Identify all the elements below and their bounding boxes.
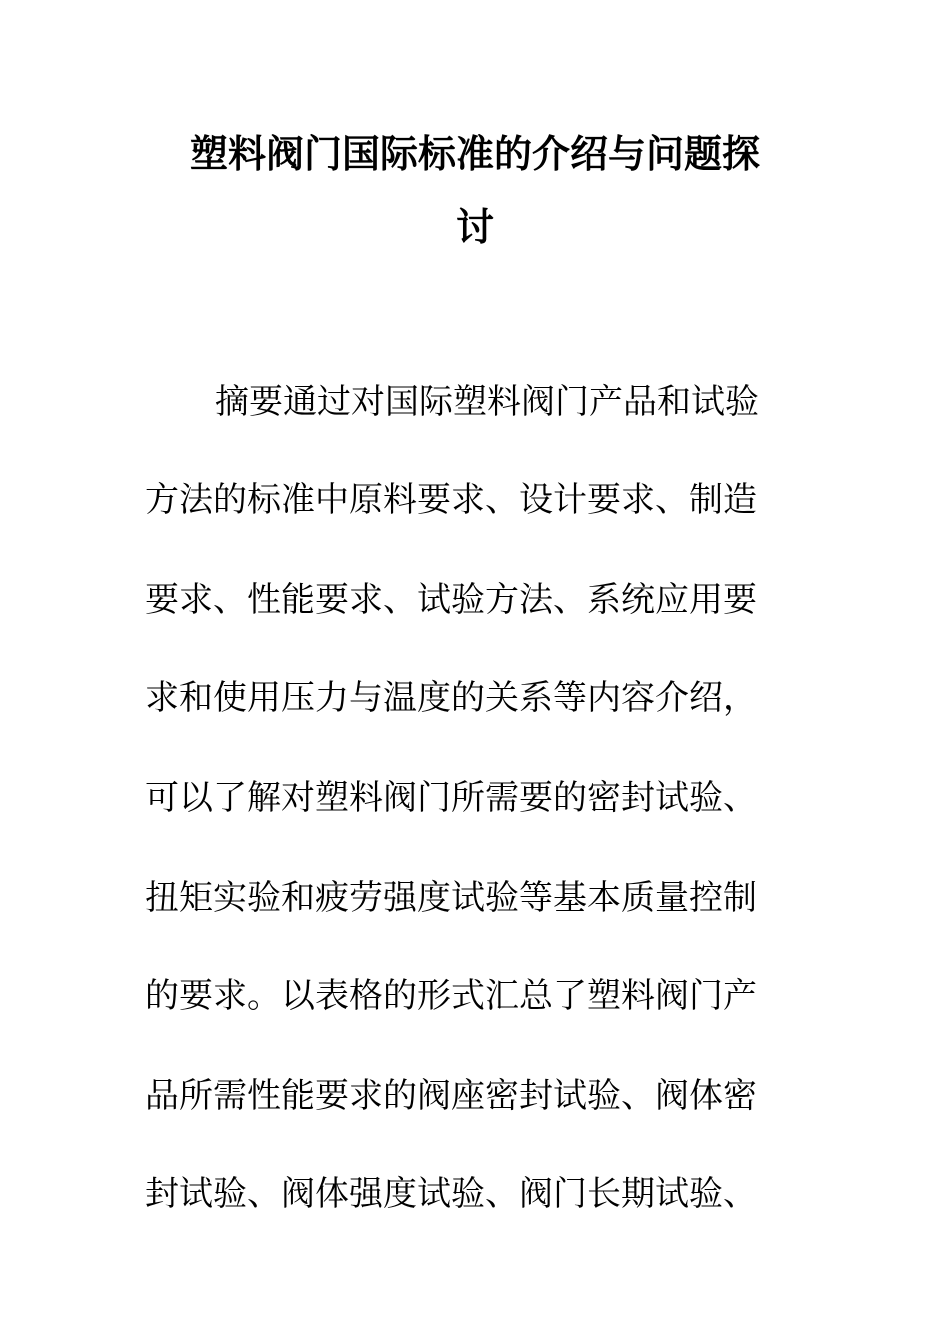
- abstract-line-8: 品所需性能要求的阀座密封试验、阀体密: [145, 1076, 757, 1116]
- abstract-line-1: 摘要通过对国际塑料阀门产品和试验: [215, 382, 759, 422]
- document-title-line-1: 塑料阀门国际标准的介绍与问题探: [189, 131, 760, 176]
- abstract-line-9: 封试验、阀体强度试验、阀门长期试验、: [145, 1174, 757, 1214]
- abstract-line-3: 要求、性能要求、试验方法、系统应用要: [145, 580, 757, 620]
- abstract-line-4: 求和使用压力与温度的关系等内容介绍，: [145, 678, 757, 718]
- abstract-line-5: 可以了解对塑料阀门所需要的密封试验、: [145, 778, 757, 818]
- abstract-line-7: 的要求。以表格的形式汇总了塑料阀门产: [145, 976, 757, 1016]
- abstract-line-2: 方法的标准中原料要求、设计要求、制造: [145, 480, 757, 520]
- abstract-line-6: 扭矩实验和疲劳强度试验等基本质量控制: [145, 878, 757, 918]
- document-title-line-2: 讨: [455, 204, 494, 249]
